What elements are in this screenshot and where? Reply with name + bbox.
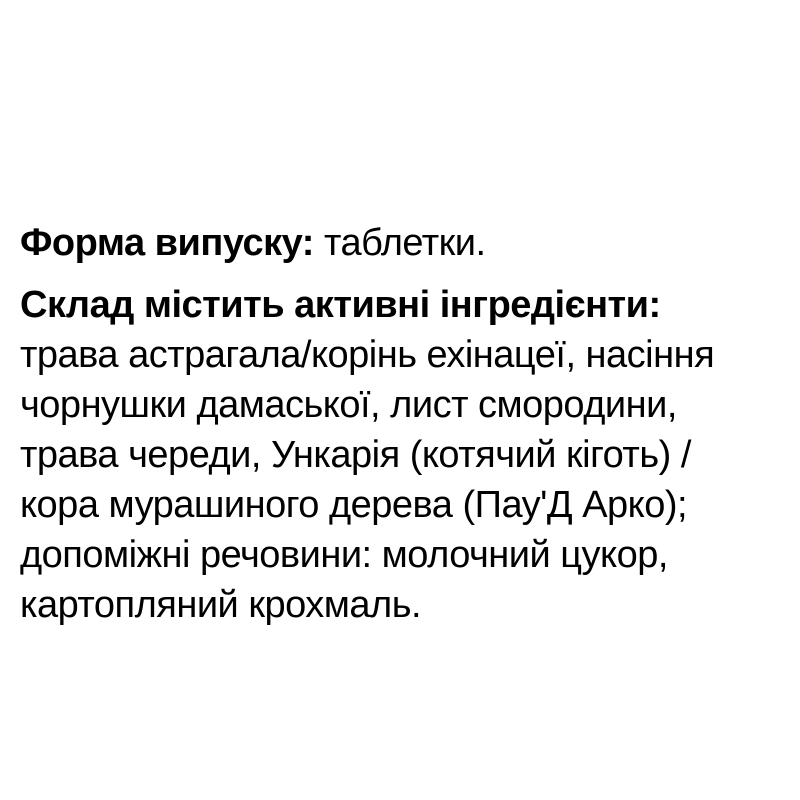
composition-line: картопляний крохмаль. bbox=[20, 584, 422, 626]
release-form-label: Форма випуску: bbox=[20, 222, 314, 264]
composition-line: трава череди, Ункарія (котячий кіготь) / bbox=[20, 434, 691, 476]
release-form-line bbox=[20, 218, 486, 268]
composition-line: чорнушки дамаської, лист смородини, bbox=[20, 384, 677, 426]
composition-line: трава астрагала/корінь ехінацеї, насіння bbox=[20, 334, 715, 376]
composition-section bbox=[20, 280, 714, 630]
composition-line: допоміжні речовини: молочний цукор, bbox=[20, 534, 668, 576]
composition-heading: Склад містить активні інгредієнти: bbox=[20, 284, 661, 326]
release-form-value: таблетки. bbox=[324, 222, 486, 264]
composition-line: кора мурашиного дерева (Пау'Д Арко); bbox=[20, 484, 688, 526]
